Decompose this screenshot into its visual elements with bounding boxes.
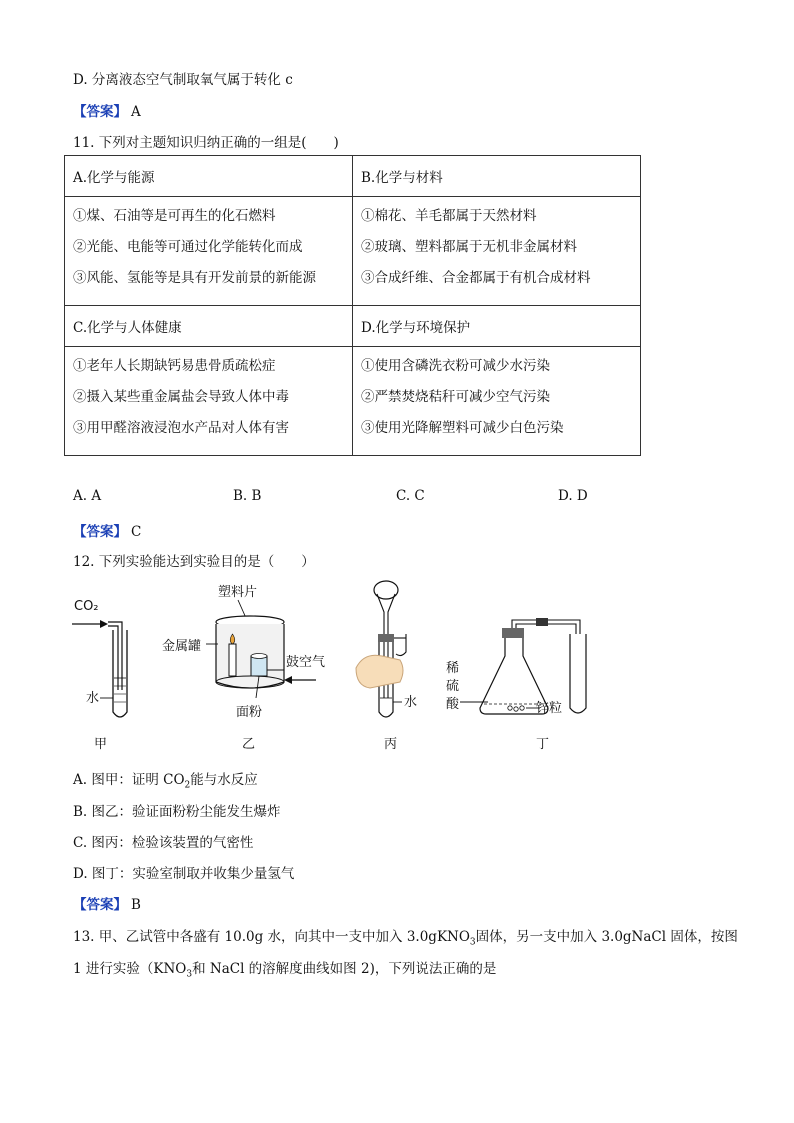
answer-value: A: [131, 104, 141, 120]
label-water: 水: [86, 691, 100, 706]
q11-option-b: B. B: [233, 488, 262, 504]
answer-value: C: [131, 524, 142, 540]
table-cell-body: [353, 197, 641, 306]
label-acid: 酸: [446, 697, 460, 712]
caption-ding: 丁: [536, 737, 550, 752]
table-line: ③风能、氢能等是具有开发前景的新能源: [73, 270, 316, 286]
caption-jia: 甲: [94, 737, 108, 752]
stem-text: 固体，另一支中加入 3.0gNaCl 固体，按图: [475, 929, 738, 945]
figure-ding: [446, 618, 586, 752]
table-line: ③合成纤维、合金都属于有机合成材料: [361, 270, 591, 286]
option-text: 能与水反应: [190, 772, 258, 788]
table-line: ①使用含磷洗衣粉可减少水污染: [361, 358, 550, 374]
q11-option-a: A. A: [73, 488, 102, 504]
caption-yi: 乙: [242, 737, 256, 752]
label-zinc: 锌粒: [536, 701, 563, 716]
table-cell-head: D.化学与环境保护: [353, 306, 641, 347]
q11-answer: [73, 520, 141, 540]
label-water: 水: [404, 695, 418, 710]
q12-option-b: B. 图乙：验证面粉粉尘能发生爆炸: [73, 804, 281, 820]
answer-tag: 【答案】: [73, 897, 127, 913]
label-air: 鼓空气: [286, 655, 326, 670]
stem-text: 13. 甲、乙试管中各盛有 10.0g 水，向其中一支中加入 3.0gKNO: [73, 929, 470, 945]
subscript: 3: [469, 937, 476, 948]
answer-value: B: [131, 897, 141, 913]
q10-option-d: D. 分离液态空气制取氧气属于转化 c: [73, 72, 293, 88]
rubber-stopper: [502, 628, 524, 638]
table-cell-head: C.化学与人体健康: [65, 306, 353, 347]
test-tube: [113, 630, 127, 717]
q11-option-c: C. C: [396, 488, 425, 504]
flour-cup: [251, 656, 267, 676]
table-line: ②摄入某些重金属盐会导致人体中毒: [73, 389, 289, 405]
q11-option-d: D. D: [558, 488, 588, 504]
stem-text: 和 NaCl 的溶解度曲线如图 2)，下列说法正确的是: [192, 961, 497, 977]
table-line: ②光能、电能等可通过化学能转化而成: [73, 239, 303, 255]
figure-jia: [72, 599, 127, 752]
table-cell-body: [65, 197, 353, 306]
q13-stem-line2: [73, 957, 496, 980]
q12-figure: [60, 578, 620, 758]
figure-bing: [356, 581, 417, 752]
q11-stem: 11. 下列对主题知识归纳正确的一组是( ): [73, 135, 339, 151]
label-plastic: 塑料片: [218, 585, 258, 600]
label-can: 金属罐: [162, 639, 202, 654]
table-line: ①煤、石油等是可再生的化石燃料: [73, 208, 276, 224]
label-co2: CO₂: [74, 599, 99, 614]
table-line: ②严禁焚烧秸秆可减少空气污染: [361, 389, 550, 405]
subscript: 3: [186, 969, 193, 980]
table-cell-body: [65, 347, 353, 456]
table-cell-head: A.化学与能源: [65, 156, 353, 197]
q12-option-d: D. 图丁：实验室制取并收集少量氢气: [73, 866, 295, 882]
q13-stem-line1: [73, 925, 738, 948]
caption-bing: 丙: [384, 737, 398, 752]
table-line: ①棉花、羊毛都属于天然材料: [361, 208, 537, 224]
q10-answer: [73, 100, 141, 120]
collecting-tube: [570, 634, 586, 713]
hand-icon: [356, 655, 403, 688]
table-line: ③使用光降解塑料可减少白色污染: [361, 420, 564, 436]
table-cell-head: B.化学与材料: [353, 156, 641, 197]
arrow-icon: [284, 676, 292, 684]
table-line: ③用甲醛溶液浸泡水产品对人体有害: [73, 420, 289, 436]
label-flour: 面粉: [236, 705, 263, 720]
q11-table: [64, 155, 641, 456]
answer-tag: 【答案】: [73, 104, 127, 120]
table-cell-body: [353, 347, 641, 456]
q12-option-a: [73, 768, 258, 791]
label-acid: 稀: [446, 661, 460, 676]
q12-stem: 12. 下列实验能达到实验目的是（ ）: [73, 554, 315, 570]
figure-yi: [162, 584, 325, 752]
candle: [229, 644, 236, 676]
metal-can: [216, 624, 284, 688]
q12-option-c: C. 图丙：检验该装置的气密性: [73, 835, 254, 851]
label-acid: 硫: [446, 679, 460, 694]
q12-answer: [73, 893, 141, 913]
table-line: ②玻璃、塑料都属于无机非金属材料: [361, 239, 577, 255]
delivery-tube: [108, 622, 122, 690]
table-line: ①老年人长期缺钙易患骨质疏松症: [73, 358, 276, 374]
answer-tag: 【答案】: [73, 524, 127, 540]
stem-text: 1 进行实验（KNO: [73, 961, 187, 977]
option-text: A. 图甲：证明 CO: [73, 772, 185, 788]
subscript: 2: [184, 780, 191, 791]
rubber-stopper: [378, 634, 394, 642]
arrow-icon: [100, 620, 108, 628]
